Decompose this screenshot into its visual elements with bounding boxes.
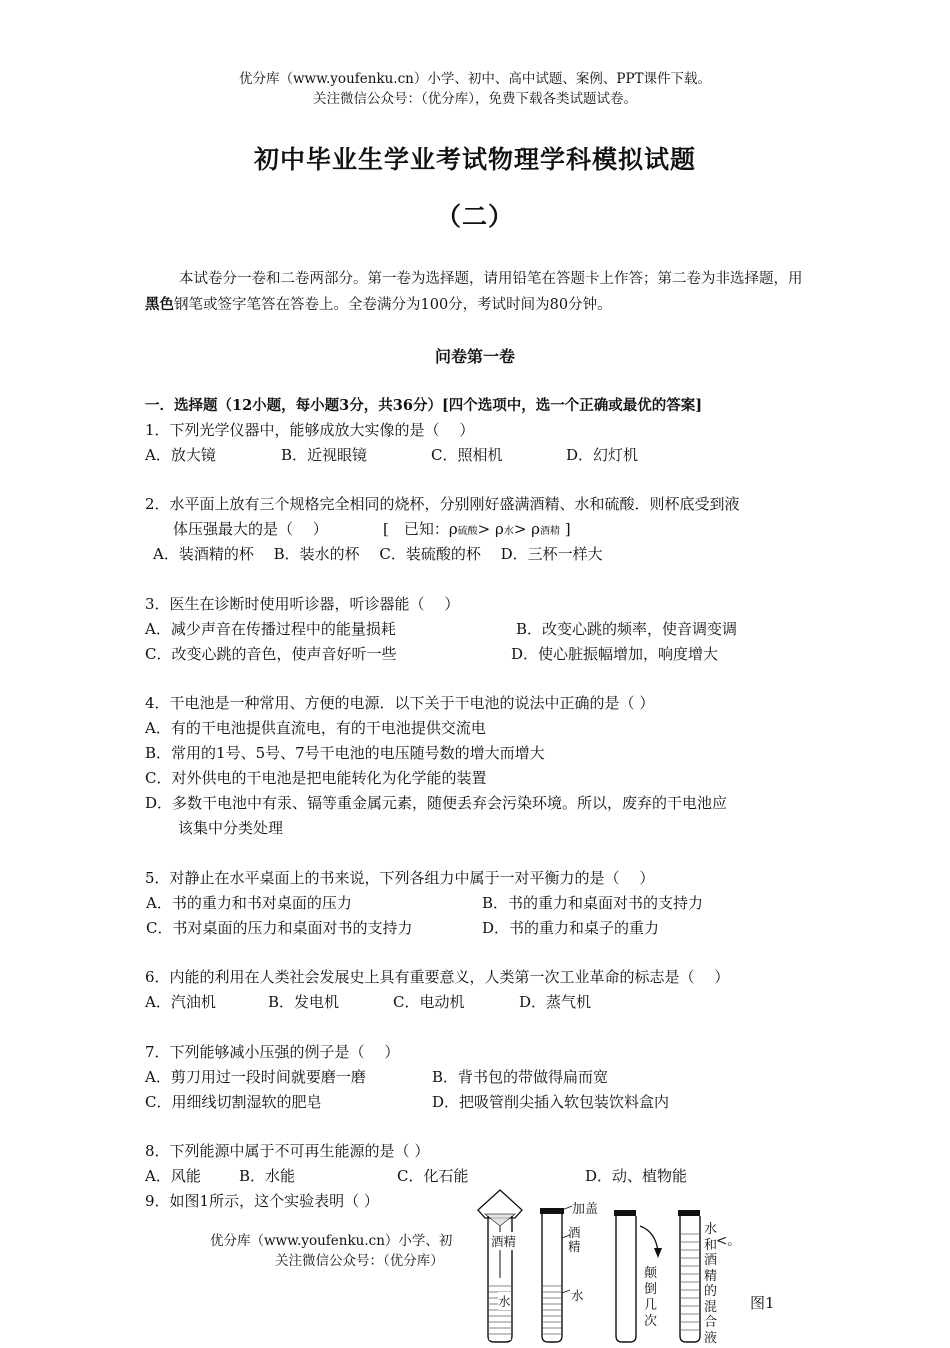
- figure-1: [460, 1188, 775, 1348]
- q7-stem: 7．下列能够减小压强的例子是（ ）: [145, 1043, 400, 1061]
- q3-stem: 3．医生在诊断时使用听诊器，听诊器能（ ）: [145, 595, 460, 613]
- header-line-2: 关注微信公众号：（优分库），免费下载各类试题试卷。: [313, 91, 637, 107]
- section-title: 问卷第一卷: [434, 347, 515, 366]
- q4-option-d-line-1: D．多数干电池中有汞、镉等重金属元素，随便丢弃会污染环境。所以，废弃的干电池应: [145, 794, 728, 812]
- q5-option-a: A．书的重力和书对桌面的压力: [146, 894, 352, 912]
- q9-stem: 9．如图1所示，这个实验表明（ ）: [145, 1192, 379, 1210]
- label-alcohol-tube-1: 酒精: [491, 1234, 517, 1249]
- intro-bold: 黑色: [145, 296, 174, 313]
- q1-stem: 1．下列光学仪器中，能够成放大实像的是（ ）: [145, 421, 475, 439]
- q2-stem-line-1: 2．水平面上放有三个规格完全相同的烧杯，分别刚好盛满酒精、水和硫酸．则杯底受到液: [145, 495, 740, 513]
- q3-option-a: A．减少声音在传播过程中的能量损耗: [145, 620, 396, 638]
- q7-option-d: D．把吸管削尖插入软包装饮料盒内: [432, 1093, 670, 1111]
- q8-stem: 8．下列能源中属于不可再生能源的是（ ）: [145, 1142, 430, 1160]
- q6-option-b: B．发电机: [268, 993, 340, 1011]
- q3-option-c: C．改变心跳的音色，使声音好听一些: [145, 645, 397, 663]
- q4-option-b: B．常用的1号、5号、7号干电池的电压随号数的增大而增大: [145, 744, 545, 762]
- page-subtitle: （二）: [435, 202, 514, 231]
- q2-stem-line-2: 体压强最大的是（ ）: [173, 520, 328, 538]
- q7-option-b: B．背书包的带做得扁而宽: [432, 1068, 609, 1086]
- label-mixture: 水 和 酒 精 的 混 合 液: [704, 1222, 718, 1346]
- label-alcohol-tube-2: 酒 精: [568, 1225, 581, 1254]
- label-water-tube-2: 水: [571, 1288, 584, 1303]
- footer-line-1-end: <。: [716, 1233, 741, 1249]
- q7-option-c: C．用细线切割湿软的肥皂: [145, 1093, 322, 1111]
- q8-option-a: A．风能: [145, 1167, 201, 1185]
- part-heading: 一．选择题（12小题，每小题3分，共36分）[四个选项中，选一个正确或最优的答案]: [145, 397, 703, 414]
- q4-stem: 4．干电池是一种常用、方便的电源．以下关于干电池的说法中正确的是（ ）: [145, 694, 655, 712]
- footer-line-2: 关注微信公众号：（优分库）: [275, 1253, 444, 1269]
- q6-option-a: A．汽油机: [145, 993, 216, 1011]
- label-invert-several-times: 颠 倒 几 次: [644, 1266, 658, 1329]
- page-title: 初中毕业生学业考试物理学科模拟试题: [253, 145, 696, 174]
- q6-stem: 6．内能的利用在人类社会发展史上具有重要意义，人类第一次工业革命的标志是（ ）: [145, 968, 730, 986]
- q5-option-b: B．书的重力和桌面对书的支持力: [482, 894, 704, 912]
- q5-option-c: C．书对桌面的压力和桌面对书的支持力: [146, 919, 413, 937]
- tube-3: [614, 1210, 636, 1342]
- q2-options: A．装酒精的杯 B．装水的杯 C．装硫酸的杯 D．三杯一样大: [153, 545, 603, 563]
- q8-option-c: C．化石能: [397, 1167, 469, 1185]
- label-water-tube-1: 水: [498, 1294, 511, 1309]
- q3-option-b: B．改变心跳的频率，使音调变调: [516, 620, 738, 638]
- q7-option-a: A．剪刀用过一段时间就要磨一磨: [145, 1068, 366, 1086]
- figure-caption: 图1: [750, 1294, 775, 1312]
- q2-known-condition: [ 已知：ρ硫酸> ρ水> ρ酒精 ]: [383, 520, 571, 538]
- q4-option-c: C．对外供电的干电池是把电能转化为化学能的装置: [145, 769, 487, 787]
- q8-option-b: B．水能: [239, 1167, 296, 1185]
- q1-option-b: B．近视眼镜: [281, 446, 368, 464]
- tube-4: [678, 1210, 700, 1342]
- intro-text-1: 本试卷分一卷和二卷两部分。第一卷为选择题，请用铅笔在答题卡上作答；第二卷为非选择题，用: [179, 271, 803, 287]
- q5-option-d: D．书的重力和桌子的重力: [482, 919, 660, 937]
- q3-option-d: D．使心脏振幅增加，响度增大: [511, 645, 719, 663]
- q6-option-d: D．蒸气机: [519, 993, 592, 1011]
- q8-option-d: D．动、植物能: [585, 1167, 688, 1185]
- q5-stem: 5．对静止在水平桌面上的书来说，下列各组力中属于一对平衡力的是（ ）: [145, 869, 655, 887]
- intro-text-2: 钢笔或签字笔答在答卷上。全卷满分为100分，考试时间为80分钟。: [174, 297, 612, 313]
- header-line-1: 优分库（www.youfenku.cn）小学、初中、高中试题、案例、PPT课件下载。: [238, 71, 712, 87]
- intro-paragraph: [145, 267, 810, 318]
- q1-option-a: A．放大镜: [145, 446, 216, 464]
- q1-option-c: C．照相机: [431, 446, 503, 464]
- q4-option-a: A．有的干电池提供直流电，有的干电池提供交流电: [145, 719, 486, 737]
- q4-option-d-line-2: 该集中分类处理: [178, 819, 284, 837]
- footer-line-1: 优分库（www.youfenku.cn）小学、初: [210, 1233, 453, 1249]
- label-lid: 加盖: [572, 1198, 598, 1217]
- q1-option-d: D．幻灯机: [566, 446, 639, 464]
- q6-option-c: C．电动机: [393, 993, 465, 1011]
- tube-1: [478, 1190, 522, 1342]
